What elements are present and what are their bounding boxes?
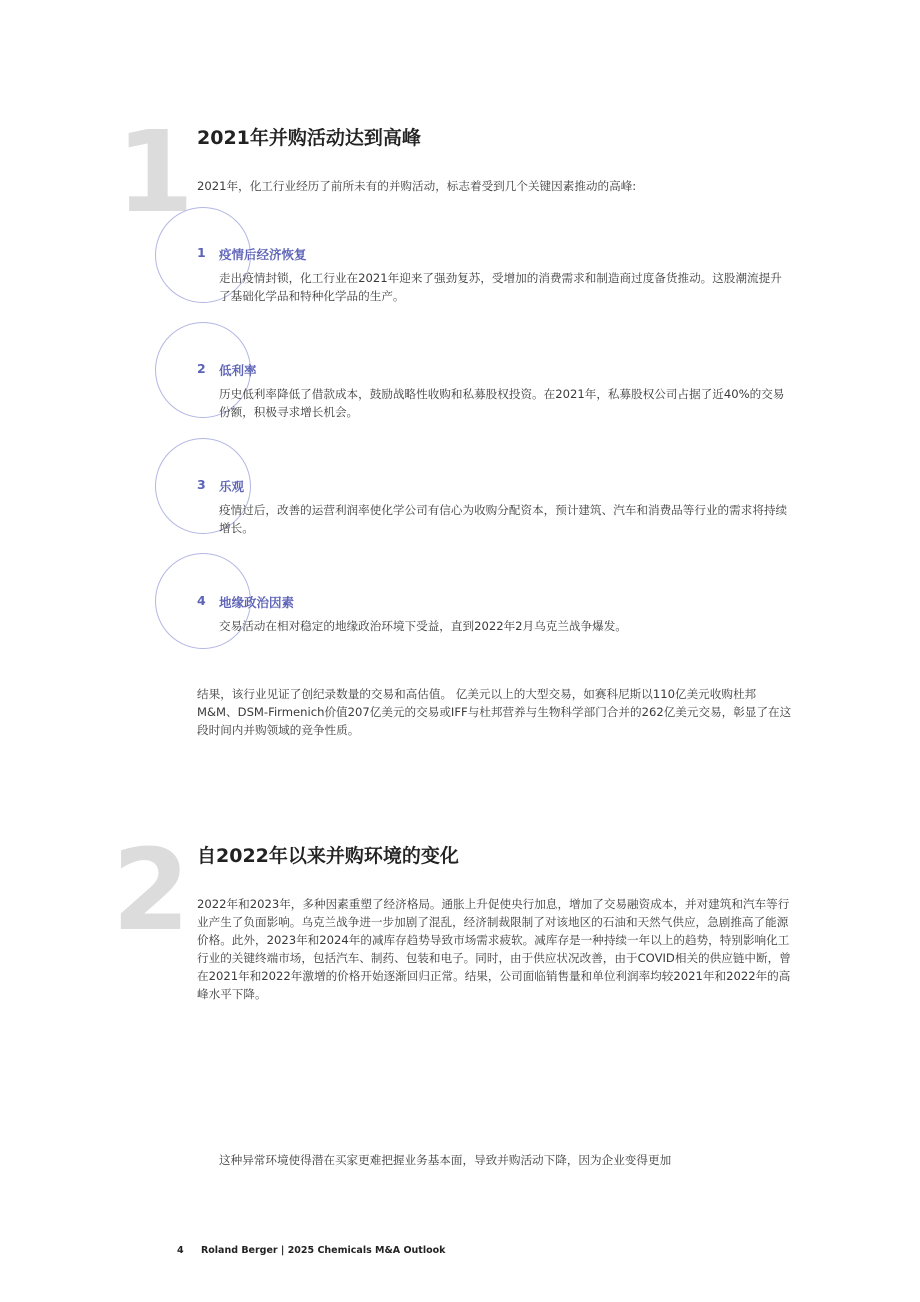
section-result-paragraph: 结果，该行业见证了创纪录数量的交易和高估值。 亿美元以上的大型交易，如赛科尼斯以110亿美元收购杜邦M&M、DSM-Firmenich价值207亿美元的交易或IFF与杜邦营养与生物科学部门合并的262亿美元交易，彰显了在这段时间内并购领域的竞争性质。 xyxy=(197,687,792,737)
item-title: 低利率 xyxy=(219,363,257,378)
item-description: 疫情过后，改善的运营利润率使化学公司有信心为收购分配资本，预计建筑、汽车和消费品等行业的需求将持续增长。 xyxy=(219,503,788,535)
item-description: 历史低利率降低了借款成本，鼓励战略性收购和私募股权投资。在2021年，私募股权公司占据了近40%的交易份额，积极寻求增长机会。 xyxy=(219,387,785,419)
item-description: 走出疫情封锁，化工行业在2021年迎来了强劲复苏，受增加的消费需求和制造商过度备货推动。这股潮流提升了基础化学品和特种化学品的生产。 xyxy=(219,271,782,303)
section-number-1: 1 xyxy=(116,108,192,238)
item-title: 地缘政治因素 xyxy=(219,595,295,610)
item-title: 乐观 xyxy=(219,479,245,494)
continued-paragraph: 这种异常环境使得潜在买家更难把握业务基本面，导致并购活动下降，因为企业变得更加 xyxy=(219,1153,672,1167)
item-title: 疫情后经济恢复 xyxy=(219,247,307,262)
item-description: 交易活动在相对稳定的地缘政治环境下受益，直到2022年2月乌克兰战争爆发。 xyxy=(219,619,627,633)
section-intro-1: 2021年，化工行业经历了前所未有的并购活动，标志着受到几个关键因素推动的高峰: xyxy=(197,179,637,193)
item-number: 4 xyxy=(197,593,206,608)
item-number: 2 xyxy=(197,361,206,376)
page-number: 4 xyxy=(177,1245,184,1256)
footer-text: Roland Berger | 2025 Chemicals M&A Outlook xyxy=(200,1245,446,1256)
section-title-1: 2021年并购活动达到高峰 xyxy=(197,127,421,149)
page-footer xyxy=(177,1245,445,1256)
section-body-2: 2022年和2023年，多种因素重塑了经济格局。通胀上升促使央行加息，增加了交易融资成本，并对建筑和汽车等行业产生了负面影响。乌克兰战争进一步加剧了混乱，经济制裁限制了对该地区的石油和天然气供应，急剧推高了能源价格。此外，2023年和2024年的减库存趋势导致市场需求疲软。减库存是一种持续一年以上的趋势，特别影响化工行业的关键终端市场，包括汽车、制药、包装和电子。同时，由于供应状况改善，由于COVID相关的供应链中断，曾在2021年和2022年激增的价格开始逐渐回归正常。结果，公司面临销售量和单位利润率均较2021年和2022年的高峰水平下降。 xyxy=(197,897,791,1001)
section-title-2: 自2022年以来并购环境的变化 xyxy=(197,845,459,867)
section-number-2: 2 xyxy=(112,826,188,956)
item-number: 1 xyxy=(197,245,206,260)
item-number: 3 xyxy=(197,477,206,492)
